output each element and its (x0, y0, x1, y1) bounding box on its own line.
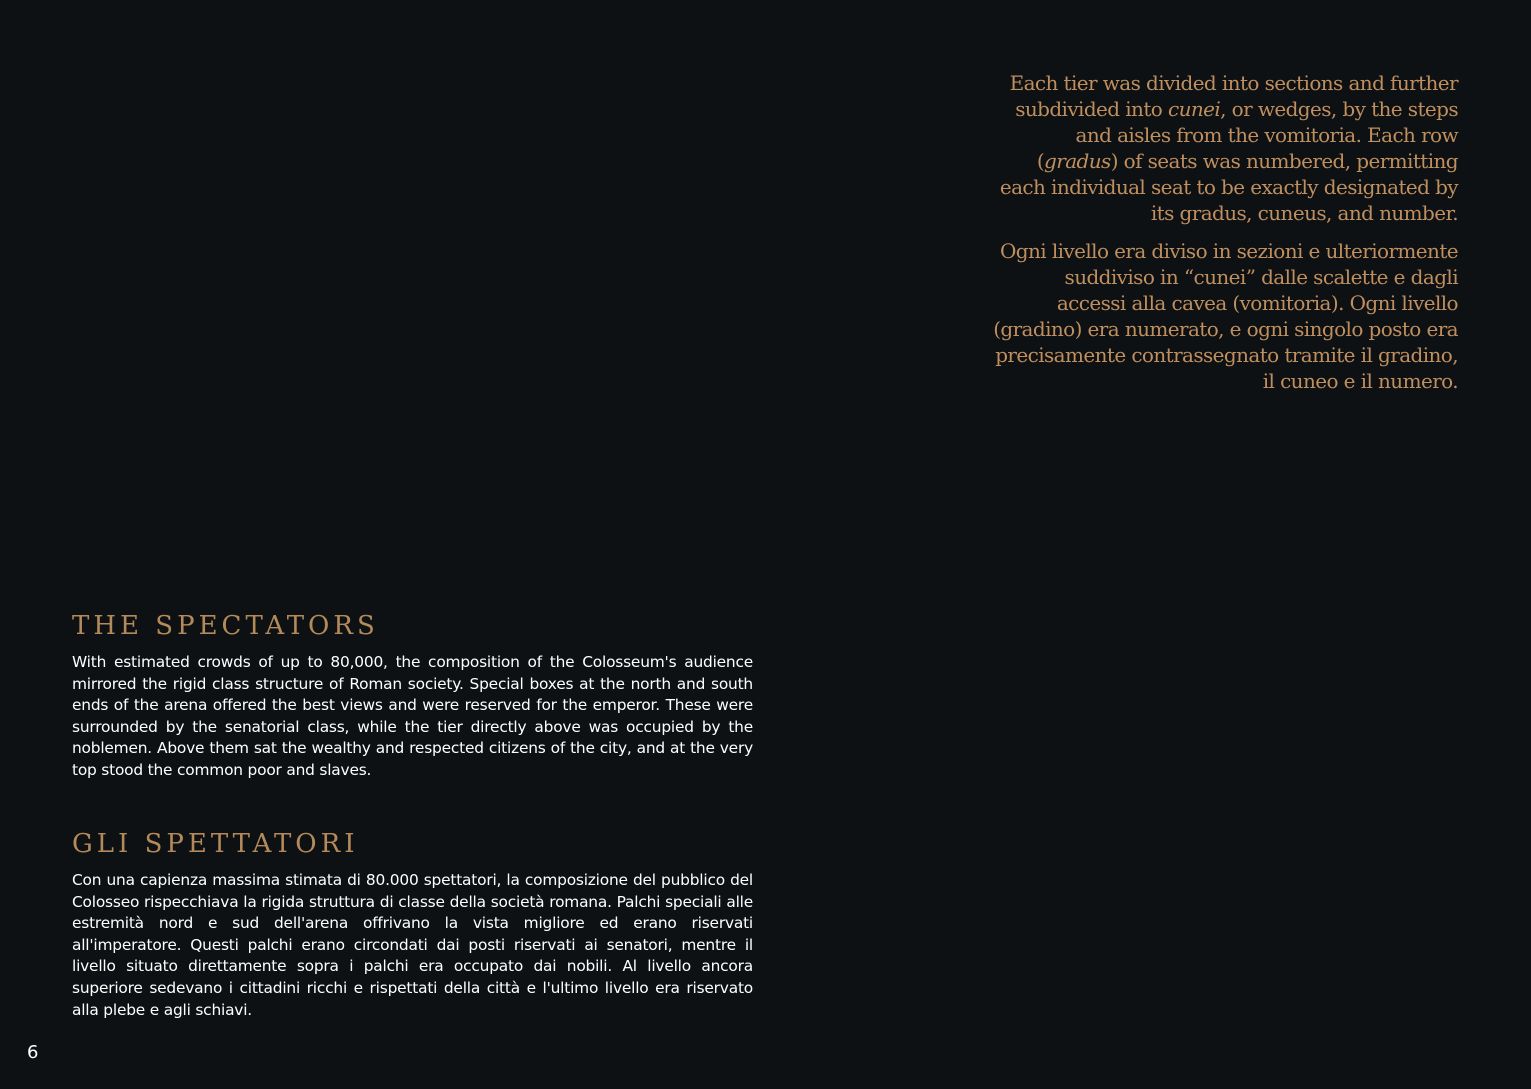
section-body-it: Con una capienza massima stimata di 80.000 spettatori, la composizione del pubblico del Colosseo rispecchiava la rigida struttura di classe della società romana. Palchi speciali alle estremità nord e sud dell'arena offrivano la vista migliore ed erano riservati all'imperatore. Questi palchi erano circondati dai posti riservati ai senatori, mentre il livello situato direttamente sopra i palchi era occupato dai nobili. Al livello ancora superiore sedevano i cittadini ricchi e rispettati della città e l'ultimo livello era riservato alla plebe e agli schiavi. (72, 871, 753, 1019)
section-spectators-en (72, 610, 753, 782)
section-body-en: With estimated crowds of up to 80,000, the composition of the Colosseum's audience mirrored the rigid class structure of Roman society. Special boxes at the north and south ends of the arena offered the best views and were reserved for the emperor. These were surrounded by the senatorial class, while the tier directly above was occupied by the noblemen. Above them sat the wealthy and respected citizens of the city, and at the very top stood the common poor and slaves. (72, 653, 753, 779)
section-heading-en: THE SPECTATORS (72, 611, 379, 641)
section-heading-it: GLI SPETTATORI (72, 829, 359, 859)
caption-english (990, 70, 1458, 226)
caption-en-italic-cunei: cunei (1167, 97, 1221, 121)
caption-en-text-1: Each tier was divided into sections and further subdivided into (1009, 71, 1458, 121)
caption-en-text-3: ) of seats was numbered, permitting each individual seat to be exactly designated by its gradus, cuneus, and number. (999, 149, 1458, 225)
caption-en-italic-gradus: gradus (1044, 149, 1111, 173)
caption-block (990, 70, 1458, 406)
page-number: 6 (27, 1042, 39, 1063)
section-spectators-it (72, 828, 753, 1021)
caption-italian: Ogni livello era diviso in sezioni e ulteriormente suddiviso in “cunei” dalle scalette e dagli accessi alla cavea (vomitoria). Ogni livello (gradino) era numerato, e ogni singolo posto era precisamente contrassegnato tramite il gradino, il cuneo e il numero. (993, 239, 1458, 393)
caption-en-text-2: , or wedges, by the steps and aisles from the vomitoria. Each row ( (1036, 97, 1458, 173)
